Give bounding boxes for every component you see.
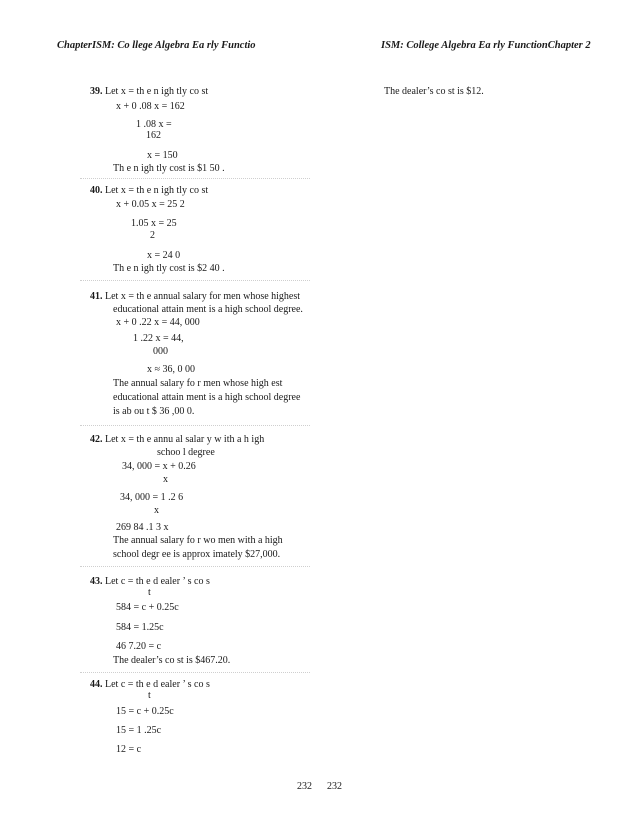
equation-line: 269 84 .1 3 x <box>116 522 169 533</box>
equation-line: x ≈ 36, 0 00 <box>147 364 195 375</box>
problem-number: 39. <box>90 86 103 97</box>
problem-number: 43. <box>90 576 103 587</box>
problem-statement: Let x = th e annual salary for men whose highest <box>105 291 301 302</box>
equation-line: 15 = c + 0.25c <box>116 706 174 717</box>
answer-line: The dealer’s co st is $467.20. <box>113 655 231 666</box>
divider <box>80 425 310 426</box>
problem-statement: Let c = th e d ealer ’ s co s <box>105 576 210 587</box>
page-number: 232 <box>297 781 312 792</box>
problem-number: 42. <box>90 434 103 445</box>
problem-statement: educational attain ment is a high school degree. <box>113 304 303 315</box>
problem-statement: Let x = th e annu al salar y w ith a h igh <box>105 434 265 445</box>
problem-statement: schoo l degree <box>157 447 215 458</box>
running-header-left: ChapterISM: Co llege Algebra Ea rly Functio <box>57 40 256 51</box>
running-header-right: ISM: College Algebra Ea rly FunctionChapter 2 <box>381 40 591 51</box>
equation-line: x + 0 .22 x = 44, 000 <box>116 317 200 328</box>
divider <box>80 280 310 281</box>
equation-line: 2 <box>150 230 155 241</box>
equation-line: 34, 000 = 1 .2 6 <box>120 492 184 503</box>
answer-line: Th e n igh tly cost is $1 50 . <box>113 163 225 174</box>
equation-line: 1.05 x = 25 <box>131 218 177 229</box>
answer-line: is ab ou t $ 36 ,00 0. <box>113 406 195 417</box>
equation-line: x <box>163 474 168 485</box>
equation-line: 15 = 1 .25c <box>116 725 162 736</box>
problem-statement: Let x = th e n igh tly co st <box>105 86 209 97</box>
equation-line: x <box>154 505 159 516</box>
problem-statement: t <box>148 690 151 701</box>
equation-line: 34, 000 = x + 0.26 <box>122 461 196 472</box>
problem-statement: Let x = th e n igh tly co st <box>105 185 209 196</box>
equation-line: x = 150 <box>147 150 178 161</box>
problem-statement: Let c = th e d ealer ’ s co s <box>105 679 210 690</box>
equation-line: 12 = c <box>116 744 142 755</box>
answer-line: The annual salary fo r wo men with a high <box>113 535 283 546</box>
problem-number: 40. <box>90 185 103 196</box>
equation-line: 46 7.20 = c <box>116 641 162 652</box>
problem-number: 41. <box>90 291 103 302</box>
answer-line: school degr ee is approx imately $27,000. <box>113 549 281 560</box>
answer-line: Th e n igh tly cost is $2 40 . <box>113 263 225 274</box>
page-number: 232 <box>327 781 342 792</box>
equation-line: 162 <box>146 130 161 141</box>
equation-line: 1 .08 x = <box>136 119 172 130</box>
problem-statement: t <box>148 587 151 598</box>
equation-line: 584 = c + 0.25c <box>116 602 179 613</box>
equation-line: x + 0 .08 x = 162 <box>116 101 185 112</box>
answer-line: The dealer’s co st is $12. <box>384 86 484 97</box>
divider <box>80 566 310 567</box>
answer-line: The annual salary fo r men whose high est <box>113 378 283 389</box>
equation-line: 584 = 1.25c <box>116 622 164 633</box>
equation-line: x + 0.05 x = 25 2 <box>116 199 185 210</box>
equation-line: x = 24 0 <box>147 250 181 261</box>
problem-number: 44. <box>90 679 103 690</box>
divider <box>80 178 310 179</box>
divider <box>80 672 310 673</box>
equation-line: 1 .22 x = 44, <box>133 333 184 344</box>
answer-line: educational attain ment is a high school degree <box>113 392 301 403</box>
equation-line: 000 <box>153 346 168 357</box>
